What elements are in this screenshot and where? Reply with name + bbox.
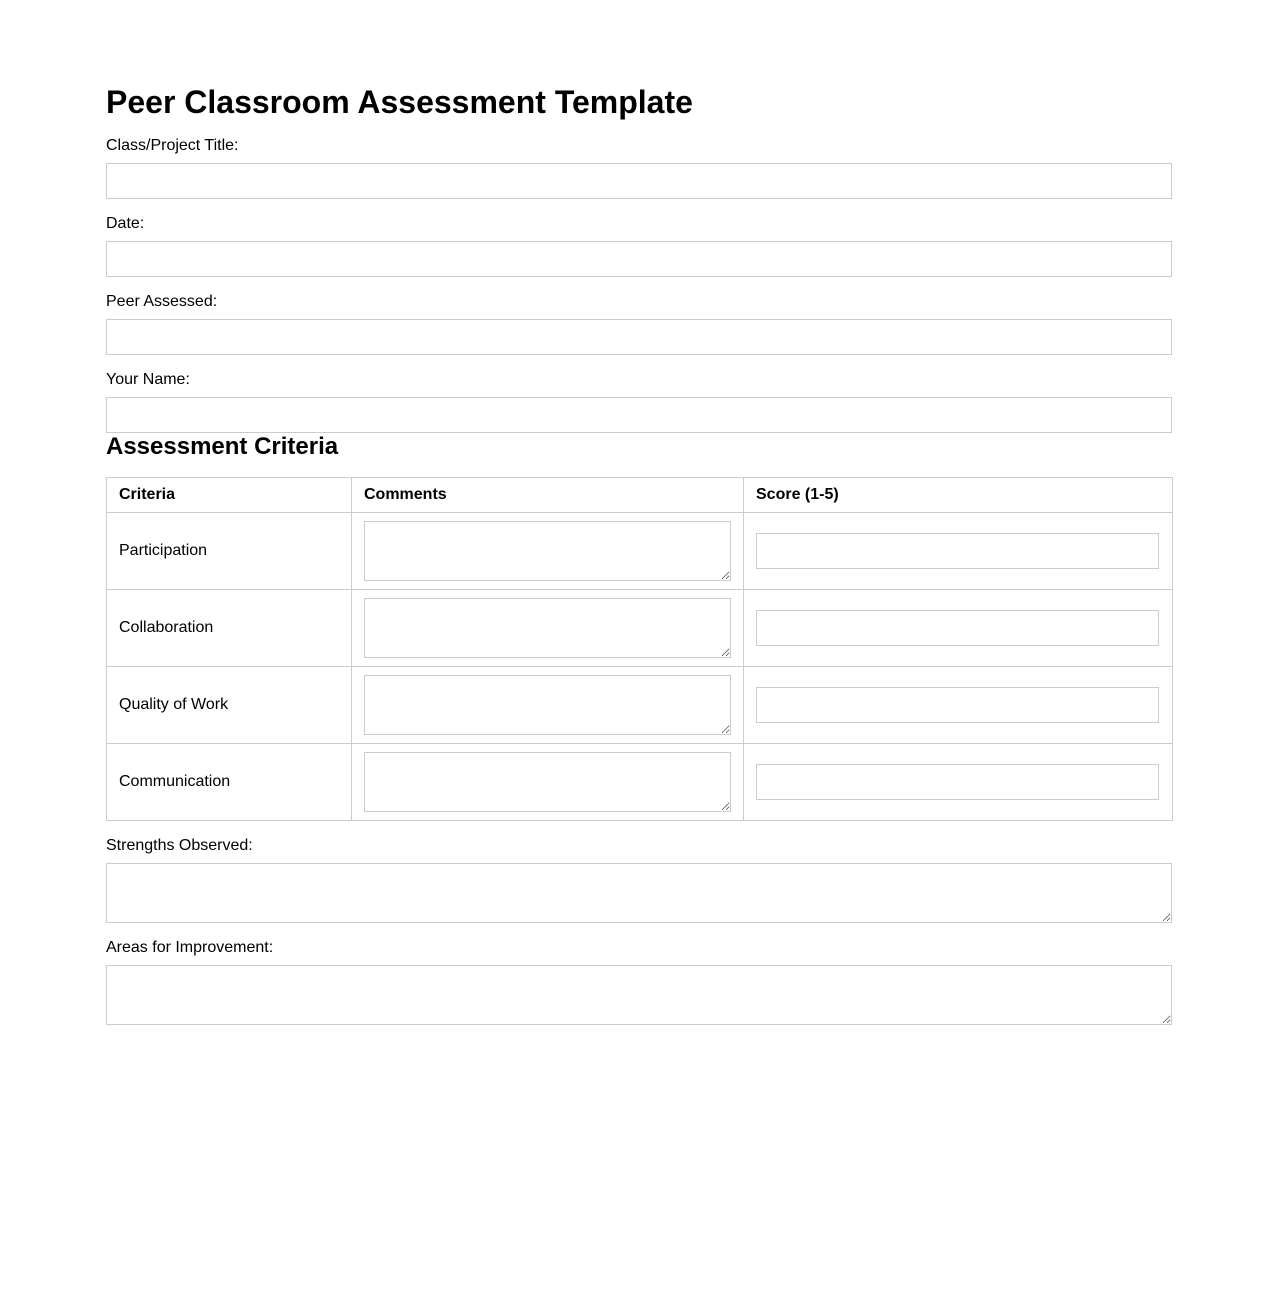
participation-comments-textarea[interactable] [364,521,731,581]
date-label: Date: [106,215,145,232]
table-row [107,744,1173,821]
criteria-table [106,477,1173,821]
strengths-observed-label: Strengths Observed: [106,837,253,854]
criteria-quality-of-work: Quality of Work [107,667,352,744]
peer-assessed-input[interactable] [106,319,1172,355]
strengths-observed-textarea[interactable] [106,863,1172,923]
peer-assessed-label: Peer Assessed: [106,293,218,310]
criteria-collaboration: Collaboration [107,590,352,667]
page-title: Peer Classroom Assessment Template [106,84,693,120]
table-row [107,590,1173,667]
communication-comments-textarea[interactable] [364,752,731,812]
areas-for-improvement-textarea[interactable] [106,965,1172,1025]
criteria-participation: Participation [107,513,352,590]
communication-score-input[interactable] [756,764,1159,800]
your-name-input[interactable] [106,397,1172,433]
class-project-title-input[interactable] [106,163,1172,199]
table-row [107,513,1173,590]
column-header-comments: Comments [352,478,744,513]
quality-of-work-score-input[interactable] [756,687,1159,723]
column-header-criteria: Criteria [107,478,352,513]
date-input[interactable] [106,241,1172,277]
your-name-label: Your Name: [106,371,190,388]
quality-of-work-comments-textarea[interactable] [364,675,731,735]
class-project-title-label: Class/Project Title: [106,137,239,154]
participation-score-input[interactable] [756,533,1159,569]
table-row [107,667,1173,744]
areas-for-improvement-label: Areas for Improvement: [106,939,274,956]
criteria-communication: Communication [107,744,352,821]
table-header-row [107,478,1173,513]
column-header-score: Score (1-5) [744,478,1173,513]
collaboration-comments-textarea[interactable] [364,598,731,658]
assessment-criteria-heading: Assessment Criteria [106,433,339,460]
collaboration-score-input[interactable] [756,610,1159,646]
